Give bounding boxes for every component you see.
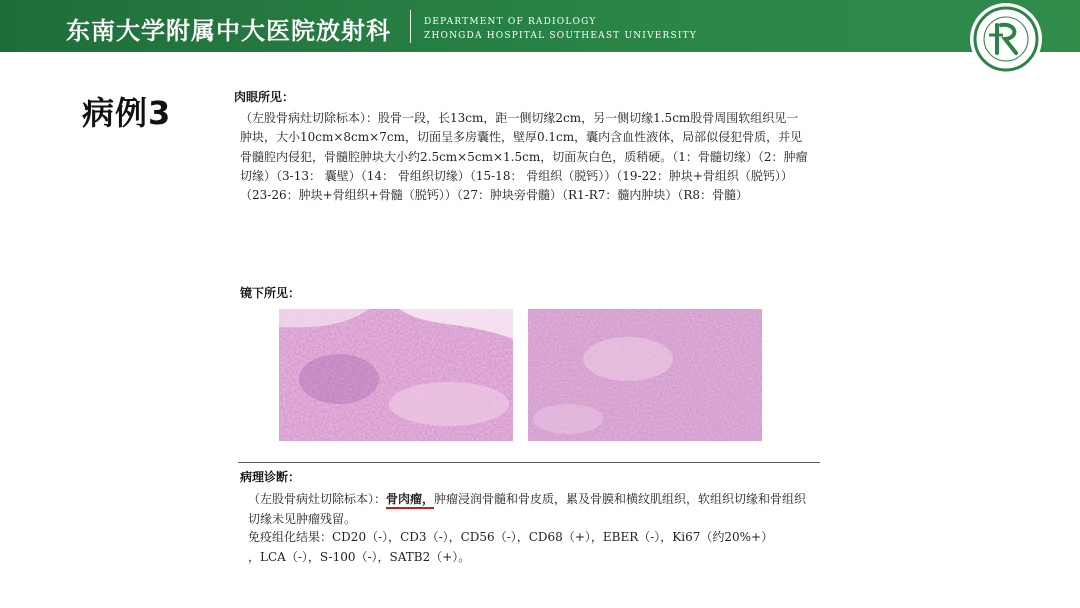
gross-section-label: 肉眼所见： xyxy=(234,90,295,104)
hospital-seal-logo-icon xyxy=(972,5,1040,73)
diagnosis-text xyxy=(248,490,808,529)
diagnosis-prefix: （左股骨病灶切除标本）： xyxy=(248,492,387,506)
section-divider xyxy=(238,462,820,463)
header-bar xyxy=(0,0,1080,52)
header-english-line2: ZHONGDA HOSPITAL SOUTHEAST UNIVERSITY xyxy=(424,31,697,41)
he-stain-image-right xyxy=(528,309,762,441)
diagnosis-highlight: 骨肉瘤， xyxy=(386,492,434,509)
gross-description: （左股骨病灶切除标本）：股骨一段，长13cm，距一侧切缘2cm，另一侧切缘1.5cm股骨周围软组织见一肿块，大小10cm×8cm×7cm，切面呈多房囊性，壁厚0.1cm，囊内含血性液体，局部似侵犯骨质，并见骨髓腔内侵犯，骨髓腔肿块大小约2.5cm×5cm×1.5cm，切面灰白色，质稍硬。（1：骨髓切缘）（2：肿瘤切缘）（3-13： 囊壁）（14： 骨组织切缘）（15-18： 骨组织（脱钙））（19-22：肿块+骨组织（脱钙））（23-26：肿块+骨组织+骨髓（脱钙））（27：肿块旁骨髓）（R1-R7：髓内肿块）（R8：骨髓） xyxy=(240,111,808,203)
diagnosis-section-label: 病理诊断： xyxy=(240,470,301,484)
ihc-results-line2: ，LCA（-），S-100（-），SATB2（+）。 xyxy=(248,550,471,564)
header-divider xyxy=(410,10,411,43)
micro-section-label: 镜下所见： xyxy=(240,286,301,300)
case-title: 病例3 xyxy=(82,94,172,132)
he-stain-image-left xyxy=(279,309,513,441)
ihc-results-line1: 免疫组化结果：CD20（-），CD3（-），CD56（-），CD68（+），EBER（-），Ki67（约20%+） xyxy=(248,530,774,544)
diagnosis-rest: 肿瘤浸润骨髓和骨皮质，累及骨膜和横纹肌组织，软组织切缘和骨组织切缘未见肿瘤残留。 xyxy=(248,492,807,526)
header-english-line1: DEPARTMENT OF RADIOLOGY xyxy=(424,17,597,27)
header-title: 东南大学附属中大医院放射科 xyxy=(66,17,391,45)
header-english-title xyxy=(424,15,697,43)
